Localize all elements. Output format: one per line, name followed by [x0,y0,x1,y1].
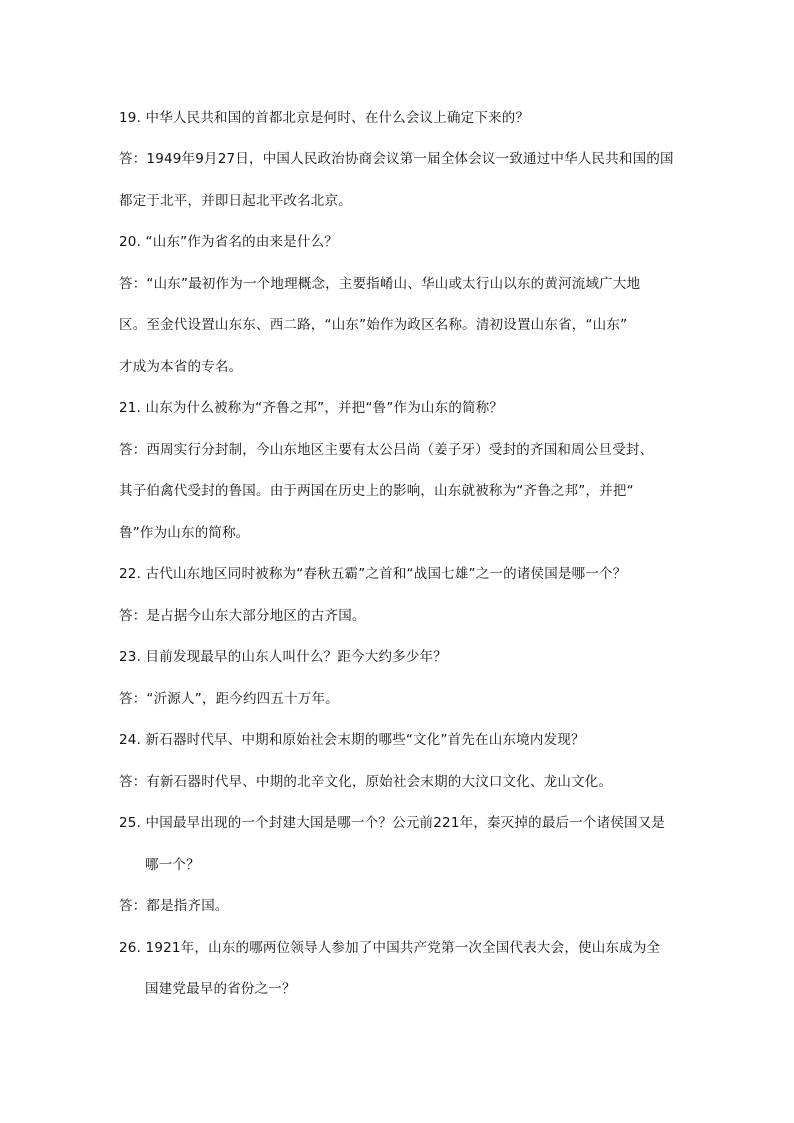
answer-23: 答：“沂源人”，距今约四五十万年。 [119,691,339,707]
answer-24: 答：有新石器时代早、中期的北辛文化，原始社会末期的大汶口文化、龙山文化。 [119,774,613,790]
answer-21-line-2: 其子伯禽代受封的鲁国。由于两国在历史上的影响，山东就被称为“齐鲁之邦”，并把“ [119,483,634,499]
answer-20-line-2: 区。至金代设置山东东、西二路，“山东”始作为政区名称。清初设置山东省，“山东” [119,317,628,333]
question-25-line-2: 哪一个？ [145,857,200,873]
answer-19-line-1: 答：1949年9月27日，中国人民政治协商会议第一届全体会议一致通过中华人民共和国的国 [119,151,674,167]
answer-20-line-1: 答：“山东”最初作为一个地理概念，主要指崤山、华山或太行山以东的黄河流域广大地 [119,276,641,292]
answer-19-line-2: 都定于北平，并即日起北平改名北京。 [119,193,352,209]
answer-21-line-3: 鲁”作为山东的简称。 [119,525,250,541]
question-26-line-1: 26. 1921年，山东的哪两位领导人参加了中国共产党第一次全国代表大会，使山东成为全 [119,940,661,956]
answer-20-line-3: 才成为本省的专名。 [119,359,243,375]
question-23: 23. 目前发现最早的山东人叫什么？距今大约多少年？ [119,649,447,665]
question-20: 20. “山东”作为省名的由来是什么？ [119,234,339,250]
question-25-line-1: 25. 中国最早出现的一个封建大国是哪一个？公元前221年，秦灭掉的最后一个诸侯国又是 [119,815,666,831]
answer-22: 答：是占据今山东大部分地区的古齐国。 [119,608,366,624]
answer-21-line-1: 答：西周实行分封制，今山东地区主要有太公吕尚（姜子牙）受封的齐国和周公旦受封、 [119,442,654,458]
question-22: 22. 古代山东地区同时被称为“春秋五霸”之首和“战国七雄”之一的诸侯国是哪一个？ [119,566,627,582]
question-21: 21. 山东为什么被称为“齐鲁之邦”，并把“鲁”作为山东的简称？ [119,400,504,416]
question-19: 19. 中华人民共和国的首都北京是何时、在什么会议上确定下来的？ [119,110,530,126]
question-26-line-2: 国建党最早的省份之一？ [145,981,296,997]
answer-25: 答：都是指齐国。 [119,898,229,914]
question-24: 24. 新石器时代早、中期和原始社会末期的哪些“文化”首先在山东境内发现？ [119,732,585,748]
